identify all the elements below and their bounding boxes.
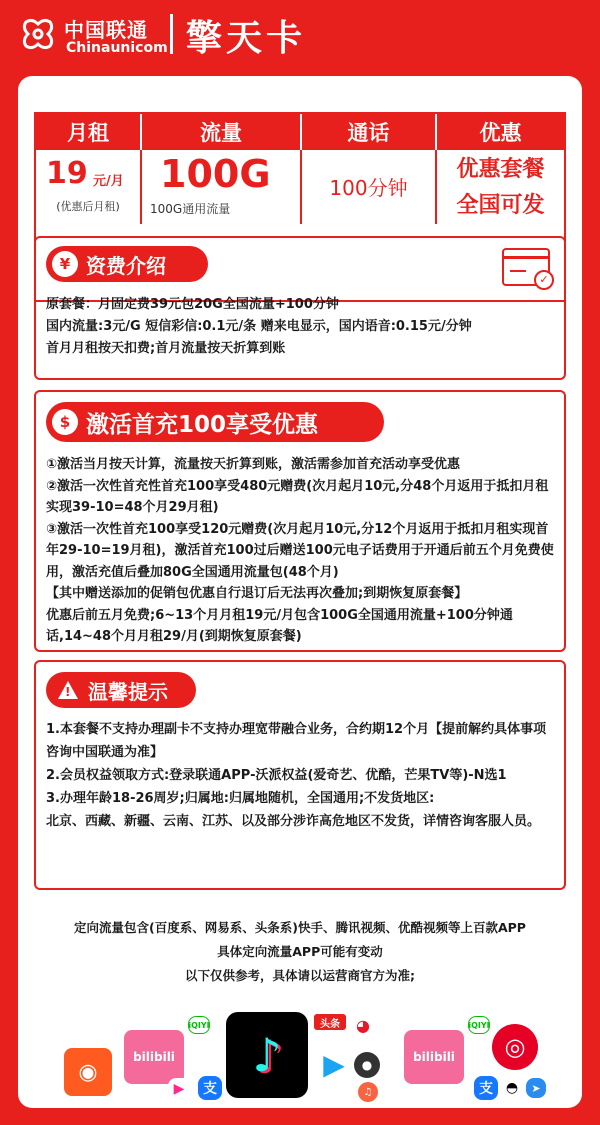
tips-section [34, 660, 566, 890]
header-calls: 通话 [302, 114, 437, 150]
brand-name-cn: 中国联通 [64, 18, 148, 42]
coin-icon: $ [52, 409, 78, 435]
promo-cell [437, 150, 564, 224]
activation-text [46, 454, 556, 648]
fee-line: 首月月租按天扣费;首月流量按天折算到账 [46, 341, 286, 356]
browser-icon: ➤ [526, 1078, 546, 1098]
qq-icon: ◓ [502, 1078, 522, 1098]
footer-line-3: 以下仅供参考，具体请以运营商官方为准; [185, 968, 415, 983]
unicom-logo-icon [18, 16, 58, 52]
toutiao-icon: 头条 [314, 1014, 346, 1030]
tips-line: 1.本套餐不支持办理副卡不支持办理宽带融合业务，合约期12个月【提前解约具体事项咨询中国联通为准】 [46, 722, 547, 760]
fee-line: 原套餐：月固定费39元包20G全国流量+100分钟 [46, 297, 339, 312]
tips-line: 3.办理年龄18-26周岁;归属地:归属地随机，全国通用;不发货地区: [46, 791, 435, 806]
app-icons [18, 996, 582, 1104]
calls-value: 100分钟 [329, 176, 408, 200]
activation-line: 优惠后前五月免费;6~13个月月租19元/月包含100G全国通用流量+100分钟通话,14~48个月月租29/月(到期恢复原套餐) [46, 607, 513, 644]
weibo-icon: ◕ [352, 1014, 374, 1036]
calls-cell [302, 150, 437, 224]
activation-section [34, 390, 566, 652]
ximalaya-icon: ♫ [358, 1082, 378, 1102]
content-panel [18, 76, 582, 1108]
fee-intro-section [34, 236, 566, 380]
alipay-icon-2: 支 [474, 1076, 498, 1100]
activation-title [46, 402, 384, 442]
bilibili-icon: bilibili [124, 1030, 184, 1084]
header-promo: 优惠 [437, 114, 564, 150]
monthly-fee-unit: 元/月 [93, 174, 124, 189]
netease-cloud-icon: ◎ [492, 1024, 538, 1070]
fee-intro-text [46, 294, 556, 360]
tips-line: 2.会员权益领取方式:登录联通APP-沃派权益(爱奇艺、优酷，芒果TV等)-N选1 [46, 768, 507, 783]
data-value: 100G [160, 152, 271, 196]
pricing-table-row [36, 150, 564, 224]
data-note: 100G通用流量 [150, 202, 231, 216]
warning-icon: ! [58, 681, 78, 699]
promo-line-2: 全国可发 [456, 193, 545, 218]
youku-icon: ▶ [168, 1078, 190, 1100]
tips-title [46, 672, 196, 708]
activation-title-text: 激活首充100享受优惠 [86, 411, 319, 438]
brand-separator [170, 14, 173, 54]
tips-line: 北京、西藏、新疆、云南、江苏、以及部分涉诈高危地区不发货，详情咨询客服人员。 [46, 814, 541, 829]
iqiyi-icon: iQIYI [188, 1016, 210, 1034]
tips-title-text: 温馨提示 [88, 679, 168, 704]
data-cell [142, 150, 302, 224]
bilibili-icon-2: bilibili [404, 1030, 464, 1084]
netease-music-icon: ● [354, 1052, 380, 1078]
monthly-fee-value: 19 [46, 156, 88, 191]
fee-line: 国内流量:3元/G 短信彩信:0.1元/条 赠来电显示，国内语音:0.15元/分钟 [46, 319, 472, 334]
header-data: 流量 [142, 114, 302, 150]
monthly-fee-note: (优惠后月租) [56, 200, 120, 213]
bill-check-icon: ✓ [502, 248, 550, 286]
pricing-table-header [36, 114, 564, 150]
footer-line-1: 定向流量包含(百度系、网易系、头条系)快手、腾讯视频、优酷视频等上百款APP [74, 920, 526, 935]
tencent-video-icon: ▶ [318, 1048, 350, 1080]
yen-icon: ¥ [52, 251, 78, 277]
brand-name-en: Chinaunicom [66, 40, 168, 56]
alipay-icon: 支 [198, 1076, 222, 1100]
iqiyi-icon-2: iQIYI [468, 1016, 490, 1034]
activation-line: ②激活一次性首充性首充100享受480元赠费(次月起月10元,分48个月返用于抵扣月租实现39-10=48个月29月租) [46, 478, 549, 515]
fee-intro-title [46, 246, 208, 282]
promo-line-1: 优惠套餐 [456, 157, 545, 182]
activation-line: ③激活一次性首充100享受120元赠费(次月起月10元,分12个月返用于抵扣月租实现首年29-10=19月租)，激活首充100过后赠送100元电子话费用于开通后前五个月免费使用，激活充值后叠加80G全国通用流量包(48个月) [46, 521, 554, 580]
tips-text [46, 718, 556, 833]
activation-line: 【其中赠送添加的促销包优惠自行退订后无法再次叠加;到期恢复原套餐】 [46, 586, 468, 601]
tiktok-icon: ♪ [226, 1012, 308, 1098]
header-monthly-fee: 月租 [36, 114, 142, 150]
header [0, 0, 600, 70]
kuaishou-icon: ◉ [64, 1048, 112, 1096]
monthly-fee-cell [36, 150, 142, 224]
activation-line: ①激活当月按天计算，流量按天折算到账，激活需参加首充活动享受优惠 [46, 457, 461, 472]
card-name: 擎天卡 [186, 18, 307, 59]
fee-intro-title-text: 资费介绍 [86, 253, 166, 278]
footer-line-2: 具体定向流量APP可能有变动 [217, 944, 383, 959]
